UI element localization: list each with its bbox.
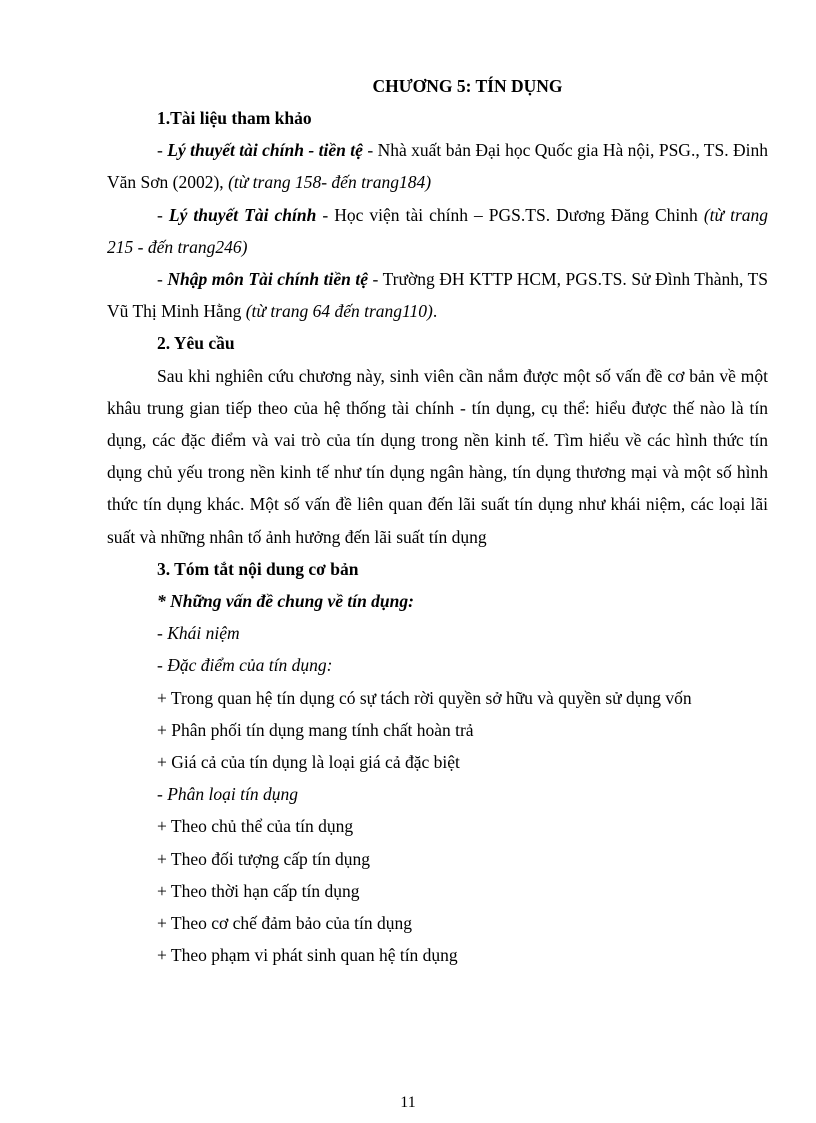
reference-item: [107, 263, 768, 327]
ref-dash: -: [157, 140, 168, 161]
chapter-title: CHƯƠNG 5: TÍN DỤNG: [372, 76, 563, 96]
ref-dash: -: [157, 204, 169, 225]
classification-heading: - Phân loại tín dụng: [157, 784, 298, 805]
classification-item: + Theo cơ chế đảm bảo của tín dụng: [157, 913, 412, 934]
requirements-paragraph: Sau khi nghiên cứu chương này, sinh viên cần nắm được một số vấn đề cơ bản về một khâu trung gian tiếp theo của hệ thống tài chính - tín dụng, cụ thể: hiểu được thế nào là tín dụng, các đặc điểm và vai trò của tín dụng trong nền kinh tế. Tìm hiểu về các hình thức tín dụng chủ yếu trong nền kinh tế như tín dụng ngân hàng, tín dụng thương mại và một số hình thức tín dụng khác. Một số vấn đề liên quan đến lãi suất tín dụng như khái niệm, các loại lãi suất và những nhân tố ảnh hưởng đến lãi suất tín dụng: [107, 365, 768, 547]
ref-details: - Trường ĐH KTTP HCM, PGS.TS. Sử Đình Thành, TS Vũ Thị Minh Hằng: [107, 269, 769, 322]
ref-pages: (từ trang 158- đến trang184): [228, 172, 432, 193]
ref-pages: (từ trang 64 đến trang110): [245, 301, 433, 322]
features-heading: - Đặc điểm của tín dụng:: [157, 655, 333, 676]
ref-title: Nhập môn Tài chính tiền tệ: [167, 269, 369, 290]
ref-pages: (từ trang 215 - đến trang246): [107, 204, 769, 257]
classification-item: + Theo phạm vi phát sinh quan hệ tín dụng: [157, 945, 458, 966]
page-number: 11: [400, 1094, 416, 1111]
ref-end: .: [432, 301, 438, 322]
ref-details: - Học viện tài chính – PGS.TS. Dương Đăng Chinh: [316, 204, 704, 225]
reference-item: [107, 134, 768, 198]
ref-title: Lý thuyết tài chính - tiền tệ: [167, 140, 363, 161]
ref-title: Lý thuyết Tài chính: [168, 204, 317, 225]
section-heading-summary: 3. Tóm tắt nội dung cơ bản: [157, 558, 359, 579]
section-heading-references: 1.Tài liệu tham khảo: [157, 108, 312, 128]
feature-item: + Trong quan hệ tín dụng có sự tách rời quyền sở hữu và quyền sử dụng vốn: [157, 687, 692, 708]
ref-details: - Nhà xuất bản Đại học Quốc gia Hà nội, PSG., TS. Đinh Văn Sơn (2002),: [107, 140, 769, 193]
classification-item: + Theo chủ thể của tín dụng: [157, 816, 354, 837]
ref-dash: -: [157, 269, 168, 290]
section-heading-requirements: 2. Yêu cầu: [157, 333, 235, 354]
feature-item: + Phân phối tín dụng mang tính chất hoàn trả: [157, 719, 474, 740]
classification-item: + Theo đối tượng cấp tín dụng: [157, 848, 370, 869]
feature-item: + Giá cả của tín dụng là loại giá cả đặc biệt: [157, 752, 460, 773]
reference-item: [107, 199, 768, 263]
classification-item: + Theo thời hạn cấp tín dụng: [157, 880, 360, 901]
document-page: [107, 70, 768, 971]
summary-subheading: * Những vấn đề chung về tín dụng:: [157, 591, 414, 612]
concept-item: - Khái niệm: [157, 623, 240, 644]
